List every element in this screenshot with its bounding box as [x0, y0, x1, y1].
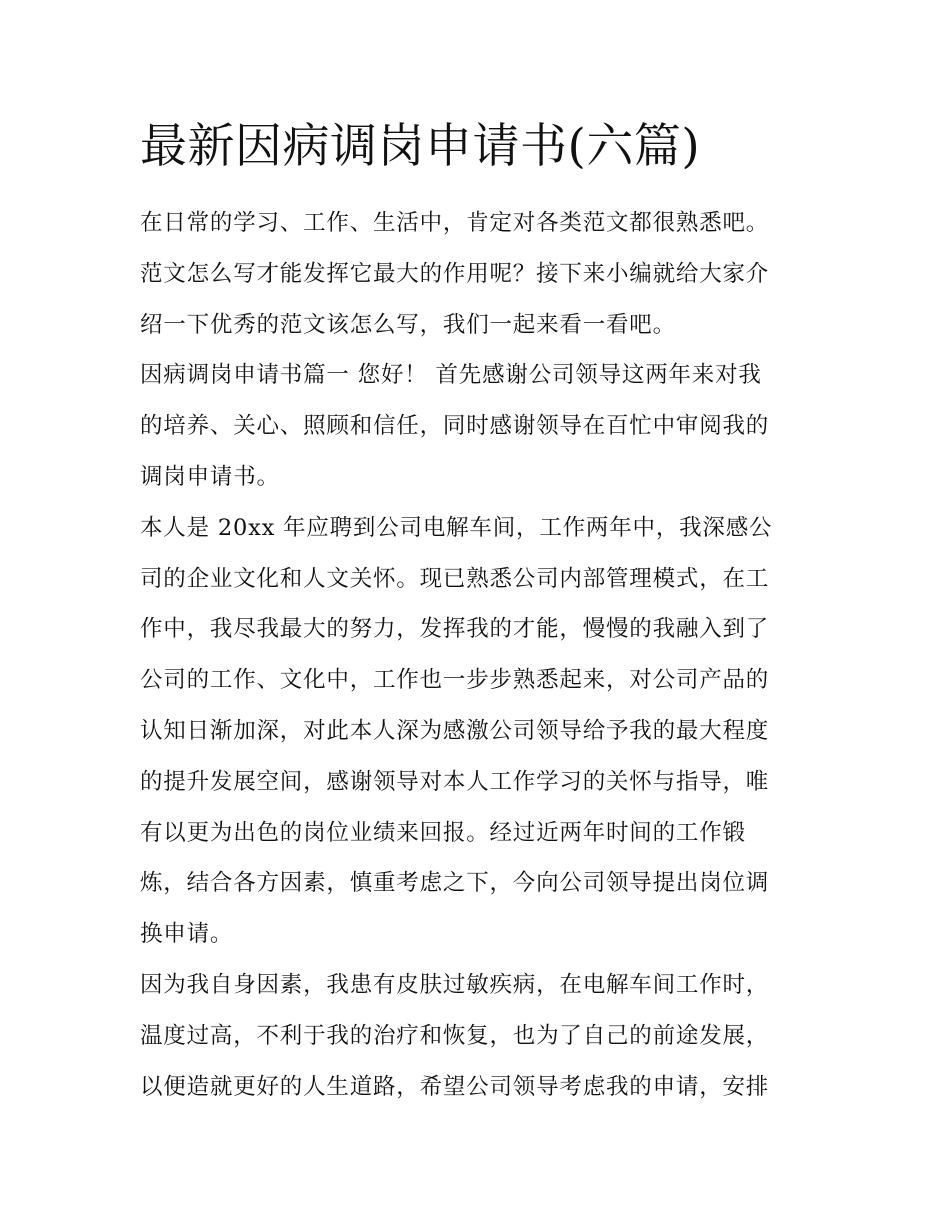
text-line: 范文怎么写才能发挥它最大的作用呢？接下来小编就给大家介 [140, 260, 770, 287]
paragraph-reason [140, 960, 820, 1112]
text-line: 作中，我尽我最大的努力，发挥我的才能，慢慢的我融入到了 [140, 616, 770, 643]
text-line: 本人是 20xx 年应聘到公司电解车间，工作两年中，我深感公 [140, 514, 773, 541]
document-title: 最新因病调岗申请书(六篇) [140, 119, 701, 174]
text-line: 的提升发展空间，感谢领导对本人工作学习的关怀与指导，唯 [140, 768, 770, 795]
text-line: 公司的工作、文化中，工作也一步步熟悉起来，对公司产品的 [140, 667, 770, 694]
text-line: 因病调岗申请书篇一 您好！ 首先感谢公司领导这两年来对我 [140, 362, 762, 389]
text-line: 在日常的学习、工作、生活中，肯定对各类范文都很熟悉吧。 [140, 210, 770, 236]
text-line: 认知日渐加深，对此本人深为感激公司领导给予我的最大程度 [140, 717, 770, 744]
text-line: 以便造就更好的人生道路，希望公司领导考虑我的申请，安排 [140, 1073, 770, 1100]
text-line: 换申请。 [140, 921, 234, 948]
text-line: 的培养、关心、照顾和信任，同时感谢领导在百忙中审阅我的 [140, 413, 770, 440]
text-line: 调岗申请书。 [140, 463, 280, 490]
text-line: 有以更为出色的岗位业绩来回报。经过近两年时间的工作锻 [140, 819, 746, 846]
paragraph-intro [140, 198, 820, 350]
text-line: 温度过高，不利于我的治疗和恢复，也为了自己的前途发展， [140, 1022, 770, 1049]
text-line: 司的企业文化和人文关怀。现已熟悉公司内部管理模式，在工 [140, 565, 770, 592]
paragraph-background [140, 503, 820, 960]
text-line: 绍一下优秀的范文该怎么写，我们一起来看一看吧。 [140, 311, 676, 338]
document-body [140, 198, 820, 1112]
paragraph-greeting [140, 350, 820, 502]
text-line: 因为我自身因素，我患有皮肤过敏疾病，在电解车间工作时， [140, 971, 770, 998]
text-line: 炼，结合各方因素，慎重考虑之下，今向公司领导提出岗位调 [140, 870, 770, 897]
